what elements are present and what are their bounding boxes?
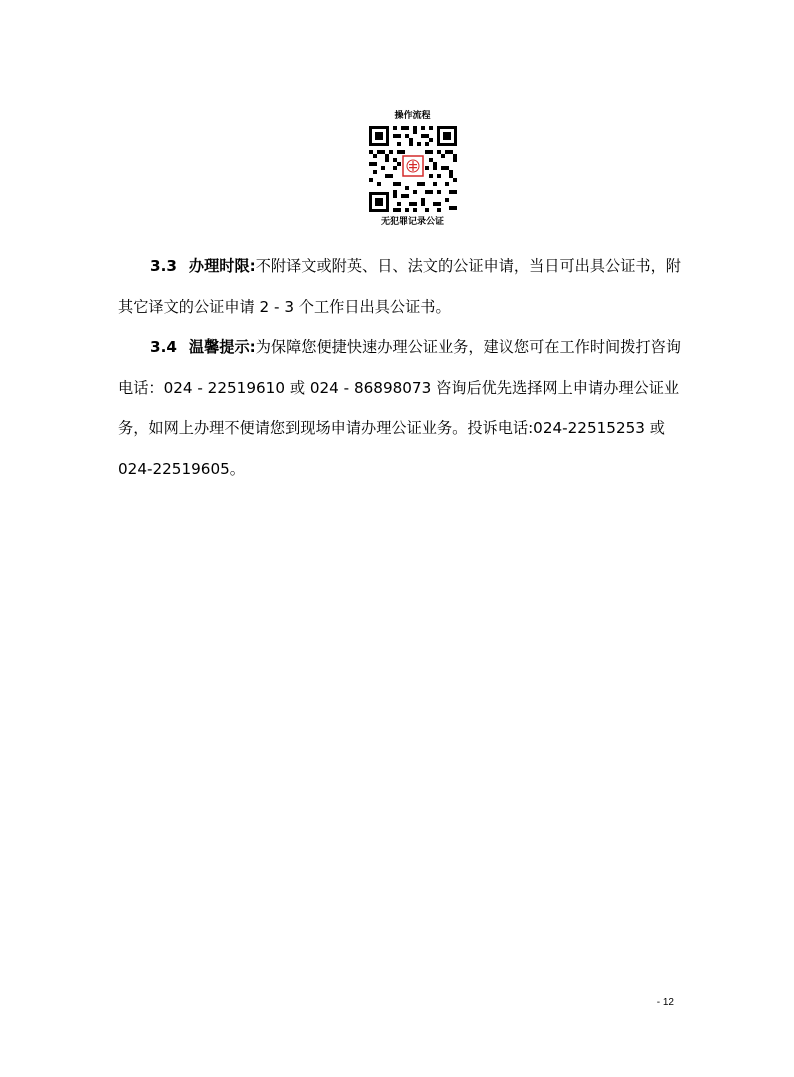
section-body: 不附译文或附英、日、法文的公证申请，当日可出具公证书，附其它译文的公证申请 2 - 3 个工作日出具公证书。 <box>118 257 681 316</box>
section-3-3 <box>118 246 688 327</box>
qr-code-image <box>367 124 459 214</box>
page-number: - 12 <box>656 997 674 1008</box>
qr-finder-top-right <box>437 126 457 146</box>
section-number: 3.4 <box>150 338 177 356</box>
qr-finder-top-left <box>369 126 389 146</box>
section-heading: 温馨提示: <box>188 338 256 356</box>
qr-caption-top: 操作流程 <box>394 111 431 121</box>
document-body <box>118 246 688 489</box>
qr-code-block <box>360 110 465 228</box>
qr-center-seal <box>401 154 425 178</box>
qr-caption-bottom: 无犯罪记录公证 <box>380 217 444 227</box>
section-3-4 <box>118 327 688 489</box>
qr-finder-bottom-left <box>369 192 389 212</box>
section-number: 3.3 <box>150 257 177 275</box>
section-body: 为保障您便捷快速办理公证业务，建议您可在工作时间拨打咨询电话：024 - 22519610 或 024 - 86898073 咨询后优先选择网上申请办理公证业务，如网上办理不便请您到现场申请办理公证业务。投诉电话:024-22515253 或 024-22519605。 <box>118 338 681 478</box>
section-heading: 办理时限: <box>188 257 256 275</box>
